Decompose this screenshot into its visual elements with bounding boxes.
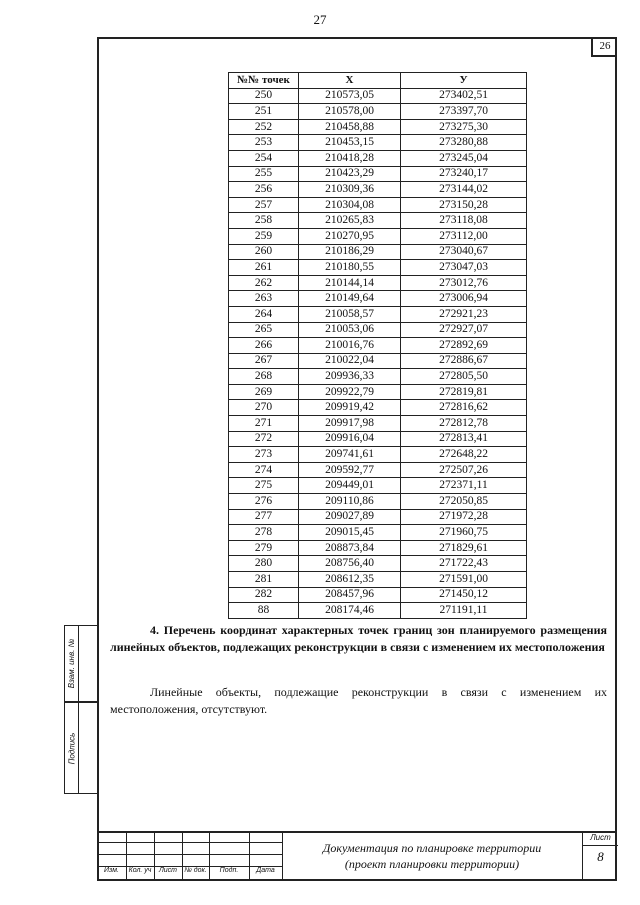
point-number-cell: 273 bbox=[229, 447, 299, 463]
y-cell: 273275,30 bbox=[401, 119, 527, 135]
y-cell: 273006,94 bbox=[401, 291, 527, 307]
title-block-grid bbox=[97, 831, 282, 881]
table-row bbox=[229, 494, 527, 510]
point-number-cell: 250 bbox=[229, 88, 299, 104]
x-cell: 208174,46 bbox=[299, 603, 401, 619]
x-cell: 210270,95 bbox=[299, 228, 401, 244]
point-number-cell: 252 bbox=[229, 119, 299, 135]
y-cell: 273012,76 bbox=[401, 275, 527, 291]
point-number-cell: 253 bbox=[229, 135, 299, 151]
point-number-cell: 254 bbox=[229, 150, 299, 166]
x-cell: 209592,77 bbox=[299, 462, 401, 478]
header-point-number: №№ точек bbox=[229, 73, 299, 89]
point-number-cell: 257 bbox=[229, 197, 299, 213]
x-cell: 210265,83 bbox=[299, 213, 401, 229]
x-cell: 209449,01 bbox=[299, 478, 401, 494]
x-cell: 210458,88 bbox=[299, 119, 401, 135]
y-cell: 272813,41 bbox=[401, 431, 527, 447]
y-cell: 271591,00 bbox=[401, 572, 527, 588]
point-number-cell: 260 bbox=[229, 244, 299, 260]
x-cell: 208612,35 bbox=[299, 572, 401, 588]
x-cell: 210144,14 bbox=[299, 275, 401, 291]
y-cell: 271450,12 bbox=[401, 587, 527, 603]
stamp-col-sign: Подп. bbox=[219, 867, 239, 874]
point-number-cell: 265 bbox=[229, 322, 299, 338]
x-cell: 208756,40 bbox=[299, 556, 401, 572]
point-number-cell: 276 bbox=[229, 494, 299, 510]
point-number-cell: 262 bbox=[229, 275, 299, 291]
stamp-sheet-label: Лист bbox=[583, 831, 618, 846]
y-cell: 272892,69 bbox=[401, 338, 527, 354]
table-row bbox=[229, 556, 527, 572]
sheet-corner-number: 26 bbox=[591, 37, 617, 57]
x-cell: 209027,89 bbox=[299, 509, 401, 525]
y-cell: 271972,28 bbox=[401, 509, 527, 525]
y-cell: 273397,70 bbox=[401, 104, 527, 120]
x-cell: 210423,29 bbox=[299, 166, 401, 182]
x-cell: 209936,33 bbox=[299, 369, 401, 385]
table-row bbox=[229, 306, 527, 322]
table-row bbox=[229, 353, 527, 369]
table-row bbox=[229, 213, 527, 229]
y-cell: 273245,04 bbox=[401, 150, 527, 166]
side-field-inventory bbox=[64, 625, 97, 702]
point-number-cell: 279 bbox=[229, 540, 299, 556]
x-cell: 208873,84 bbox=[299, 540, 401, 556]
y-cell: 272648,22 bbox=[401, 447, 527, 463]
table-row bbox=[229, 244, 527, 260]
stamp-title-line1: Документация по планировке территории bbox=[322, 841, 542, 855]
stamp-col-count: Кол. уч bbox=[128, 867, 152, 874]
table-row bbox=[229, 525, 527, 541]
y-cell: 272812,78 bbox=[401, 416, 527, 432]
stamp-col-change: Изм. bbox=[104, 867, 119, 874]
table-row bbox=[229, 400, 527, 416]
y-cell: 271960,75 bbox=[401, 525, 527, 541]
table-row bbox=[229, 119, 527, 135]
point-number-cell: 264 bbox=[229, 306, 299, 322]
point-number-cell: 278 bbox=[229, 525, 299, 541]
point-number-cell: 268 bbox=[229, 369, 299, 385]
y-cell: 272927,07 bbox=[401, 322, 527, 338]
table-row bbox=[229, 150, 527, 166]
table-row bbox=[229, 540, 527, 556]
x-cell: 209916,04 bbox=[299, 431, 401, 447]
table-row bbox=[229, 384, 527, 400]
y-cell: 273150,28 bbox=[401, 197, 527, 213]
y-cell: 272816,62 bbox=[401, 400, 527, 416]
y-cell: 272921,23 bbox=[401, 306, 527, 322]
stamp-col-date: Дата bbox=[256, 867, 275, 874]
stamp-sheet-box bbox=[582, 831, 618, 881]
side-field-signature bbox=[64, 702, 97, 794]
x-cell: 210058,57 bbox=[299, 306, 401, 322]
y-cell: 273112,00 bbox=[401, 228, 527, 244]
header-y: У bbox=[401, 73, 527, 89]
x-cell: 210022,04 bbox=[299, 353, 401, 369]
point-number-cell: 88 bbox=[229, 603, 299, 619]
stamp-title bbox=[287, 840, 577, 872]
table-row bbox=[229, 322, 527, 338]
table-row bbox=[229, 260, 527, 276]
x-cell: 208457,96 bbox=[299, 587, 401, 603]
table-row bbox=[229, 478, 527, 494]
point-number-cell: 266 bbox=[229, 338, 299, 354]
table-row bbox=[229, 369, 527, 385]
stamp-col-doc: № док. bbox=[184, 867, 207, 874]
x-cell: 209015,45 bbox=[299, 525, 401, 541]
y-cell: 272886,67 bbox=[401, 353, 527, 369]
y-cell: 273280,88 bbox=[401, 135, 527, 151]
point-number-cell: 256 bbox=[229, 182, 299, 198]
y-cell: 273118,08 bbox=[401, 213, 527, 229]
table-row bbox=[229, 587, 527, 603]
table-body bbox=[229, 88, 527, 618]
section-heading: 4. Перечень координат характерных точек границ зон планируемого размещения линейных объектов, подлежащих реконструкции в связи с изменением их местоположения bbox=[110, 623, 607, 654]
table-row bbox=[229, 104, 527, 120]
table-row bbox=[229, 291, 527, 307]
y-cell: 271829,61 bbox=[401, 540, 527, 556]
point-number-cell: 280 bbox=[229, 556, 299, 572]
header-x: X bbox=[299, 73, 401, 89]
x-cell: 210453,15 bbox=[299, 135, 401, 151]
table-row bbox=[229, 88, 527, 104]
point-number-cell: 258 bbox=[229, 213, 299, 229]
x-cell: 210186,29 bbox=[299, 244, 401, 260]
point-number-cell: 269 bbox=[229, 384, 299, 400]
y-cell: 271722,43 bbox=[401, 556, 527, 572]
point-number-cell: 267 bbox=[229, 353, 299, 369]
y-cell: 272507,26 bbox=[401, 462, 527, 478]
x-cell: 210149,64 bbox=[299, 291, 401, 307]
table-row bbox=[229, 135, 527, 151]
y-cell: 272805,50 bbox=[401, 369, 527, 385]
side-label-signature: Подпись bbox=[67, 732, 77, 764]
table-row bbox=[229, 338, 527, 354]
table-header-row bbox=[229, 73, 527, 89]
x-cell: 210573,05 bbox=[299, 88, 401, 104]
section-body: Линейные объекты, подлежащие реконструкции в связи с изменением их местоположения, отсутствуют. bbox=[110, 685, 607, 716]
x-cell: 210418,28 bbox=[299, 150, 401, 166]
stamp-sheet-value: 8 bbox=[597, 849, 604, 864]
stamp-title-line2: (проект планировки территории) bbox=[344, 857, 520, 871]
table-row bbox=[229, 182, 527, 198]
x-cell: 210304,08 bbox=[299, 197, 401, 213]
table-row bbox=[229, 572, 527, 588]
y-cell: 273040,67 bbox=[401, 244, 527, 260]
y-cell: 273144,02 bbox=[401, 182, 527, 198]
table-row bbox=[229, 447, 527, 463]
x-cell: 209919,42 bbox=[299, 400, 401, 416]
y-cell: 272819,81 bbox=[401, 384, 527, 400]
table-row bbox=[229, 603, 527, 619]
point-number-cell: 251 bbox=[229, 104, 299, 120]
y-cell: 271191,11 bbox=[401, 603, 527, 619]
side-label-inventory: Взам. инв. № bbox=[67, 638, 77, 689]
y-cell: 273240,17 bbox=[401, 166, 527, 182]
table-row bbox=[229, 197, 527, 213]
table-row bbox=[229, 228, 527, 244]
point-number-cell: 261 bbox=[229, 260, 299, 276]
title-block bbox=[97, 831, 617, 881]
point-number-cell: 281 bbox=[229, 572, 299, 588]
x-cell: 210180,55 bbox=[299, 260, 401, 276]
point-number-cell: 259 bbox=[229, 228, 299, 244]
x-cell: 210578,00 bbox=[299, 104, 401, 120]
point-number-cell: 270 bbox=[229, 400, 299, 416]
point-number-cell: 282 bbox=[229, 587, 299, 603]
x-cell: 209922,79 bbox=[299, 384, 401, 400]
point-number-cell: 255 bbox=[229, 166, 299, 182]
y-cell: 273402,51 bbox=[401, 88, 527, 104]
table-row bbox=[229, 431, 527, 447]
y-cell: 272371,11 bbox=[401, 478, 527, 494]
table-row bbox=[229, 166, 527, 182]
point-number-cell: 275 bbox=[229, 478, 299, 494]
point-number-cell: 263 bbox=[229, 291, 299, 307]
table-row bbox=[229, 416, 527, 432]
point-number-cell: 277 bbox=[229, 509, 299, 525]
table-row bbox=[229, 509, 527, 525]
y-cell: 273047,03 bbox=[401, 260, 527, 276]
coordinates-table bbox=[228, 72, 527, 619]
stamp-col-sheet: Лист bbox=[158, 867, 178, 874]
point-number-cell: 271 bbox=[229, 416, 299, 432]
x-cell: 209110,86 bbox=[299, 494, 401, 510]
x-cell: 209917,98 bbox=[299, 416, 401, 432]
x-cell: 210016,76 bbox=[299, 338, 401, 354]
x-cell: 210053,06 bbox=[299, 322, 401, 338]
point-number-cell: 274 bbox=[229, 462, 299, 478]
point-number-cell: 272 bbox=[229, 431, 299, 447]
y-cell: 272050,85 bbox=[401, 494, 527, 510]
x-cell: 210309,36 bbox=[299, 182, 401, 198]
table-row bbox=[229, 275, 527, 291]
table-row bbox=[229, 462, 527, 478]
page-number: 27 bbox=[313, 12, 327, 27]
x-cell: 209741,61 bbox=[299, 447, 401, 463]
